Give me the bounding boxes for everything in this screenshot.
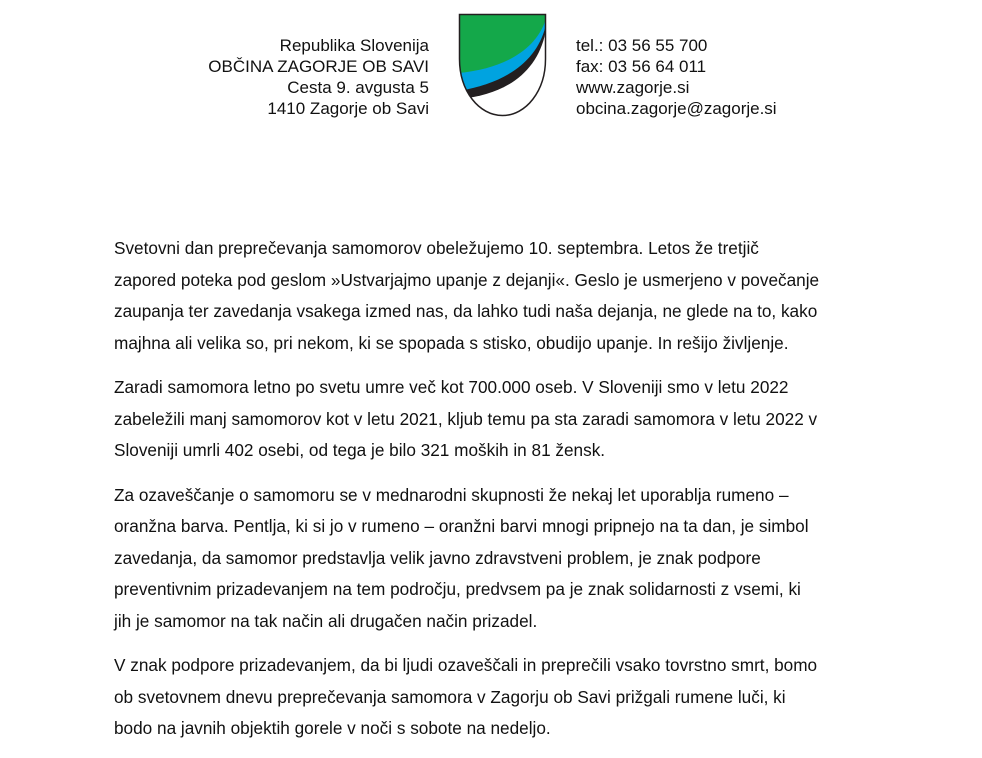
text-line: Za ozaveščanje o samomoru se v mednarodni skupnosti že nekaj let uporablja rumeno –: [114, 484, 789, 505]
text-line: V znak podpore prizadevanjem, da bi ljudi ozaveščali in preprečili vsako tovrstno smrt, bomo: [114, 655, 818, 675]
text-line: Zaradi samomora letno po svetu umre več kot 700.000 oseb. V Sloveniji smo v letu 2022: [114, 377, 789, 397]
text-line: zaupanja ter zavedanja vsakega izmed nas, da lahko tudi naša dejanja, ne glede na to, kako: [114, 301, 818, 321]
text-line: oranžna barva. Pentlja, ki si jo v rumeno – oranžni barvi mnogi pripnejo na ta dan, je simbol: [114, 516, 809, 536]
postal-address: 1410 Zagorje ob Savi: [267, 99, 429, 118]
phone-number: tel.: 03 56 55 700: [576, 36, 708, 55]
municipal-coat-of-arms-icon: [458, 13, 547, 117]
text-line: zavedanja, da samomor predstavlja velik javno zdravstveni problem, je znak podpore: [114, 547, 761, 568]
street-address: Cesta 9. avgusta 5: [287, 78, 429, 97]
text-line: zapored poteka pod geslom »Ustvarjajmo upanje z dejanji«. Geslo je usmerjeno v povečanje: [114, 269, 820, 290]
paragraph-statistics: [114, 372, 874, 467]
municipality-name: OBČINA ZAGORJE OB SAVI: [208, 57, 429, 76]
country-name: Republika Slovenija: [279, 36, 429, 55]
text-line: ob svetovnem dnevu preprečevanja samomora v Zagorju ob Savi prižgali rumene luči, ki: [114, 686, 786, 707]
paragraph-awareness: [114, 480, 874, 638]
paragraph-intro: [114, 233, 874, 359]
paragraph-lights: [114, 650, 874, 745]
letterhead-contacts: [576, 35, 777, 119]
text-line: jih je samomor na tak način ali drugačen način prizadel.: [114, 610, 538, 631]
email-link[interactable]: obcina.zagorje@zagorje.si: [576, 99, 777, 118]
text-line: preventivnim prizadevanjem na tem področju, predvsem pa je znak solidarnosti z vsemi, ki: [114, 579, 801, 599]
letterhead-address: [208, 35, 429, 119]
document-body: [114, 233, 874, 758]
fax-number: fax: 03 56 64 011: [576, 57, 707, 76]
website-link[interactable]: www.zagorje.si: [576, 78, 690, 97]
text-line: majhna ali velika so, pri nekom, ki se spopada s stisko, obudijo upanje. In rešijo življenje.: [114, 332, 789, 353]
text-line: bodo na javnih objektih gorele v noči s sobote na nedeljo.: [114, 718, 551, 738]
text-line: zabeležili manj samomorov kot v letu 2021, kljub temu pa sta zaradi samomora v letu 2022 v: [114, 408, 818, 429]
text-line: Sloveniji umrli 402 osebi, od tega je bilo 321 moških in 81 žensk.: [114, 440, 606, 460]
text-line: Svetovni dan preprečevanja samomorov obeležujemo 10. septembra. Letos že tretjič: [114, 238, 759, 258]
